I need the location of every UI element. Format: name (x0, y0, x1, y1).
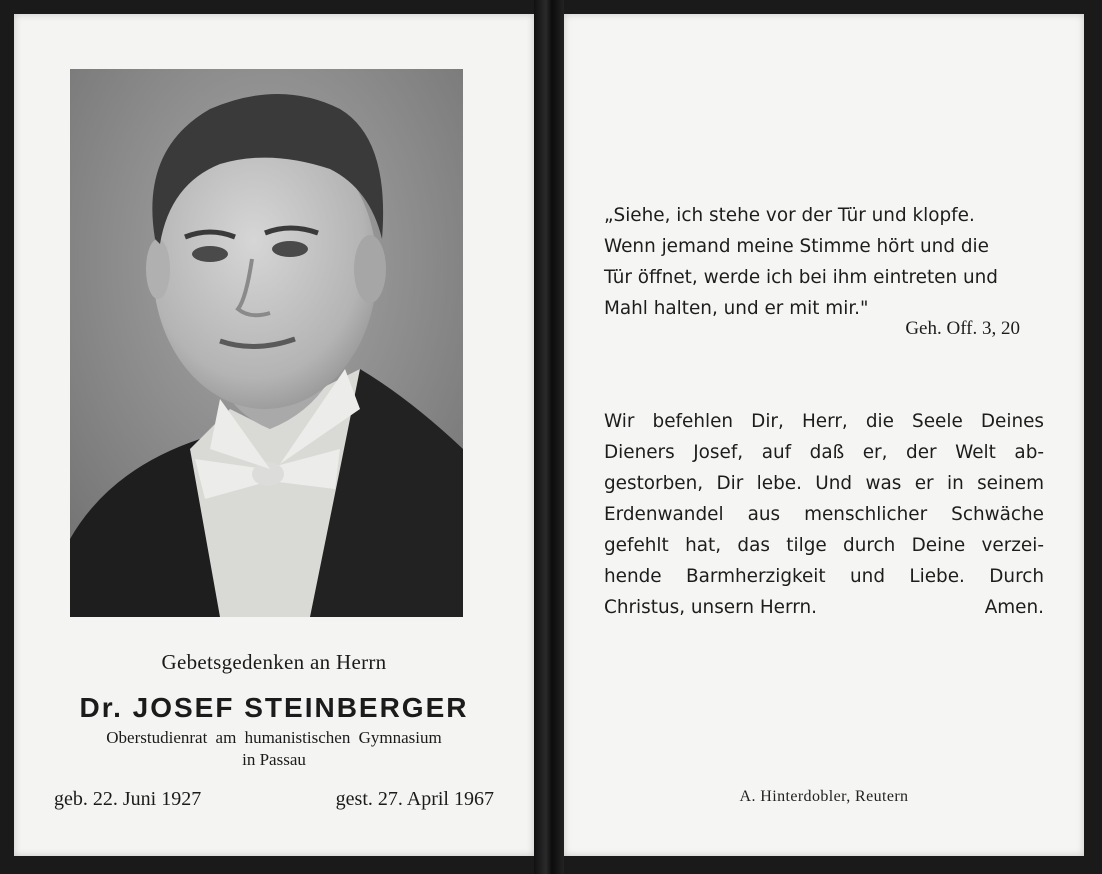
quote-line: Mahl halten, und er mit mir." (604, 298, 869, 319)
card-fold (534, 0, 564, 874)
quote-line: „Siehe, ich stehe vor der Tür und klopfe. (604, 205, 975, 226)
prayer-line: hende Barmherzigkeit und Liebe. Durch (604, 566, 1044, 587)
prayer-text (604, 406, 1044, 623)
death-date: gest. 27. April 1967 (335, 788, 494, 810)
printer-credit: A. Hinterdobler, Reutern (739, 788, 909, 805)
prayer-line: Wir befehlen Dir, Herr, die Seele Deines (604, 411, 1044, 432)
memorial-card-front (14, 14, 534, 856)
prayer-last-line: Christus, unsern Herrn. (604, 597, 817, 618)
quote-reference: Geh. Off. 3, 20 (905, 318, 1020, 339)
bible-quote (604, 200, 1044, 324)
quote-line: Wenn jemand meine Stimme hört und die (604, 236, 989, 257)
deceased-position: Oberstudienrat am humanistischen Gymnasium (106, 728, 442, 747)
portrait-photo (70, 69, 463, 617)
prayer-closing (604, 592, 1044, 623)
quote-line: Tür öffnet, werde ich bei ihm eintreten und (604, 267, 998, 288)
memorial-card-back (564, 14, 1084, 856)
deceased-location: in Passau (242, 750, 306, 769)
deceased-name: Dr. JOSEF STEINBERGER (79, 692, 469, 723)
prayer-amen: Amen. (984, 597, 1044, 618)
prayer-line: Dieners Josef, auf daß er, der Welt ab- (604, 442, 1044, 463)
birth-date: geb. 22. Juni 1927 (54, 788, 202, 810)
prayer-line: gestorben, Dir lebe. Und was er in seinem (604, 473, 1044, 494)
prayer-line: gefehlt hat, das tilge durch Deine verzei- (604, 535, 1044, 556)
portrait-illustration (70, 69, 463, 617)
life-dates (54, 788, 494, 811)
memorial-intro: Gebetsgedenken an Herrn (161, 650, 387, 674)
prayer-line: Erdenwandel aus menschlicher Schwäche (604, 504, 1044, 525)
